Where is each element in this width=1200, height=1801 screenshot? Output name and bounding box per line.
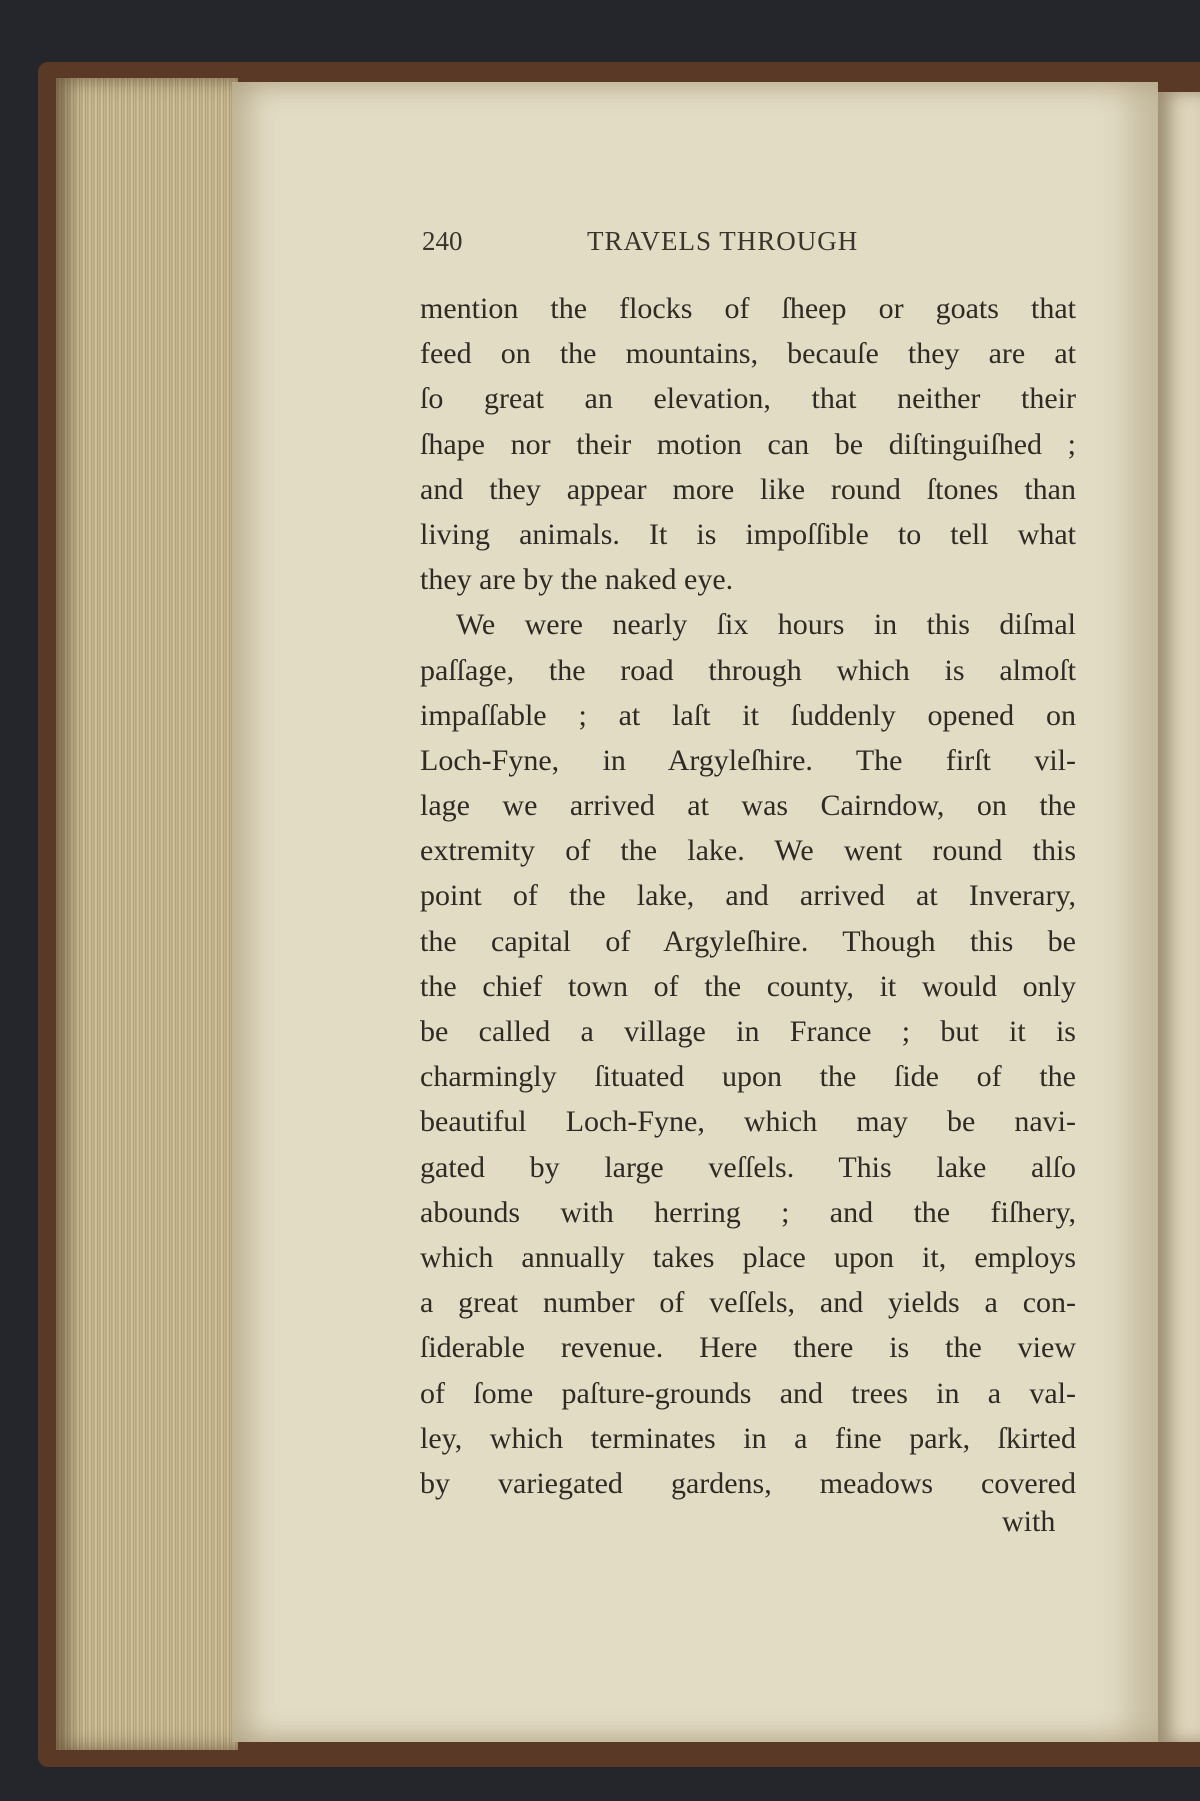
running-title: TRAVELS THROUGH: [587, 226, 859, 256]
text-line: which annually takes place upon it, employs: [420, 1240, 1076, 1274]
text-line: ſhape nor their motion can be diſtinguiſhed ;: [420, 427, 1076, 461]
page-number: 240: [422, 226, 463, 256]
text-line: abounds with herring ; and the fiſhery,: [420, 1195, 1076, 1229]
text-line: mention the flocks of ſheep or goats that: [420, 292, 1076, 325]
text-line: they are by the naked eye.: [420, 563, 734, 597]
text-line: point of the lake, and arrived at Inverary,: [420, 879, 1076, 913]
text-line: gated by large veſſels. This lake alſo: [420, 1150, 1076, 1184]
catchword: with: [1002, 1505, 1056, 1538]
body-text: [420, 286, 1076, 1506]
text-line: impaſſable ; at laſt it ſuddenly opened on: [420, 698, 1076, 732]
text-line: and they appear more like round ſtones than: [420, 472, 1076, 506]
text-line: lage we arrived at was Cairndow, on the: [420, 789, 1076, 823]
facing-page-edge: [1158, 92, 1200, 1742]
text-line: extremity of the lake. We went round this: [420, 834, 1076, 868]
text-line: a great number of veſſels, and yields a con-: [420, 1286, 1076, 1320]
text-line: paſſage, the road through which is almoſt: [420, 653, 1076, 687]
text-line: by variegated gardens, meadows covered: [420, 1466, 1076, 1500]
text-line: beautiful Loch-Fyne, which may be navi-: [420, 1105, 1076, 1139]
text-line: the capital of Argyleſhire. Though this be: [420, 924, 1076, 958]
text-line: living animals. It is impoſſible to tell what: [420, 517, 1076, 551]
text-line: Loch-Fyne, in Argyleſhire. The firſt vil-: [420, 743, 1076, 777]
text-line: charmingly ſituated upon the ſide of the: [420, 1060, 1076, 1094]
text-line: ſo great an elevation, that neither their: [420, 382, 1076, 416]
text-line: of ſome paſture-grounds and trees in a val-: [420, 1376, 1076, 1410]
text-line: feed on the mountains, becauſe they are at: [420, 337, 1076, 371]
text-line: the chief town of the county, it would only: [420, 969, 1076, 1003]
text-line: ſiderable revenue. Here there is the view: [420, 1331, 1076, 1365]
text-line: We were nearly ſix hours in this diſmal: [456, 608, 1076, 642]
text-line: ley, which terminates in a fine park, ſkirted: [420, 1421, 1076, 1455]
text-line: be called a village in France ; but it is: [420, 1015, 1076, 1048]
page-edges: [56, 78, 238, 1750]
